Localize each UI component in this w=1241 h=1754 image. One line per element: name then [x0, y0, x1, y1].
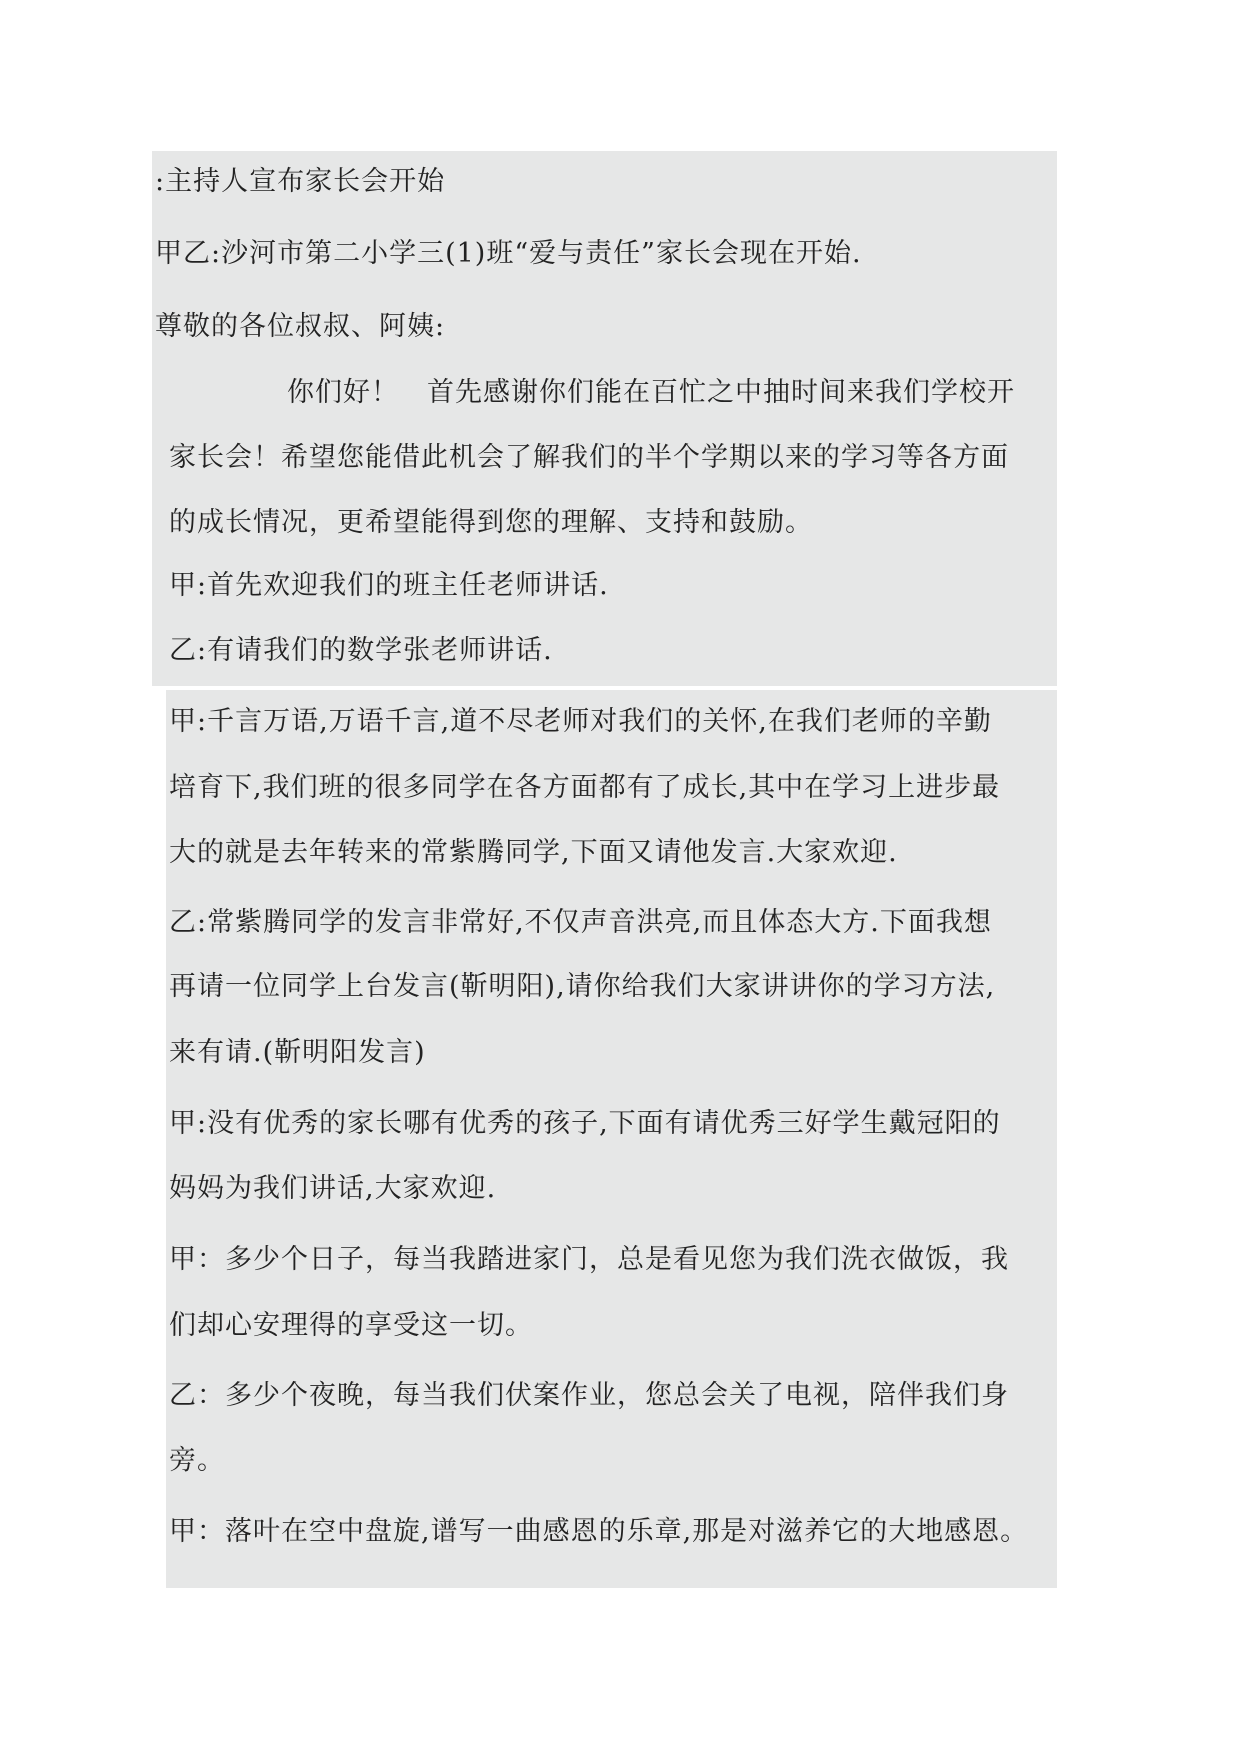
- script-line: 乙:常紫腾同学的发言非常好,不仅声音洪亮,而且体态大方.下面我想: [169, 907, 992, 938]
- script-line: 的成长情况，更希望能得到您的理解、支持和鼓励。: [169, 507, 813, 538]
- script-line: 甲:千言万语,万语千言,道不尽老师对我们的关怀,在我们老师的辛勤: [169, 706, 992, 737]
- script-line: 甲:没有优秀的家长哪有优秀的孩子,下面有请优秀三好学生戴冠阳的: [169, 1108, 1001, 1139]
- script-line: 大的就是去年转来的常紫腾同学,下面又请他发言.大家欢迎.: [169, 837, 898, 868]
- script-line: 你们好！ 首先感谢你们能在百忙之中抽时间来我们学校开: [287, 377, 1015, 408]
- script-line: 们却心安理得的享受这一切。: [169, 1310, 533, 1341]
- script-line: :主持人宣布家长会开始: [155, 166, 446, 197]
- script-line: 甲：落叶在空中盘旋,谱写一曲感恩的乐章,那是对滋养它的大地感恩。: [169, 1516, 1029, 1547]
- script-section-opening: [152, 151, 1057, 686]
- script-line: 乙：多少个夜晚，每当我们伏案作业，您总会关了电视，陪伴我们身: [169, 1380, 1009, 1411]
- script-line: 妈妈为我们讲话,大家欢迎.: [169, 1173, 497, 1204]
- script-line: 乙:有请我们的数学张老师讲话.: [169, 635, 553, 666]
- script-line: 来有请.(靳明阳发言): [169, 1037, 426, 1068]
- script-line: 培育下,我们班的很多同学在各方面都有了成长,其中在学习上进步最: [169, 772, 1001, 803]
- script-line: 甲乙:沙河市第二小学三(1)班“爱与责任”家长会现在开始.: [155, 238, 862, 269]
- script-line: 旁。: [169, 1445, 225, 1476]
- script-line: 家长会！希望您能借此机会了解我们的半个学期以来的学习等各方面: [169, 442, 1009, 473]
- script-line: 甲:首先欢迎我们的班主任老师讲话.: [169, 570, 609, 601]
- script-line: 尊敬的各位叔叔、阿姨:: [155, 311, 446, 342]
- script-line: 再请一位同学上台发言(靳明阳),请你给我们大家讲讲你的学习方法,: [169, 971, 996, 1002]
- script-line: 甲：多少个日子，每当我踏进家门，总是看见您为我们洗衣做饭，我: [169, 1244, 1009, 1275]
